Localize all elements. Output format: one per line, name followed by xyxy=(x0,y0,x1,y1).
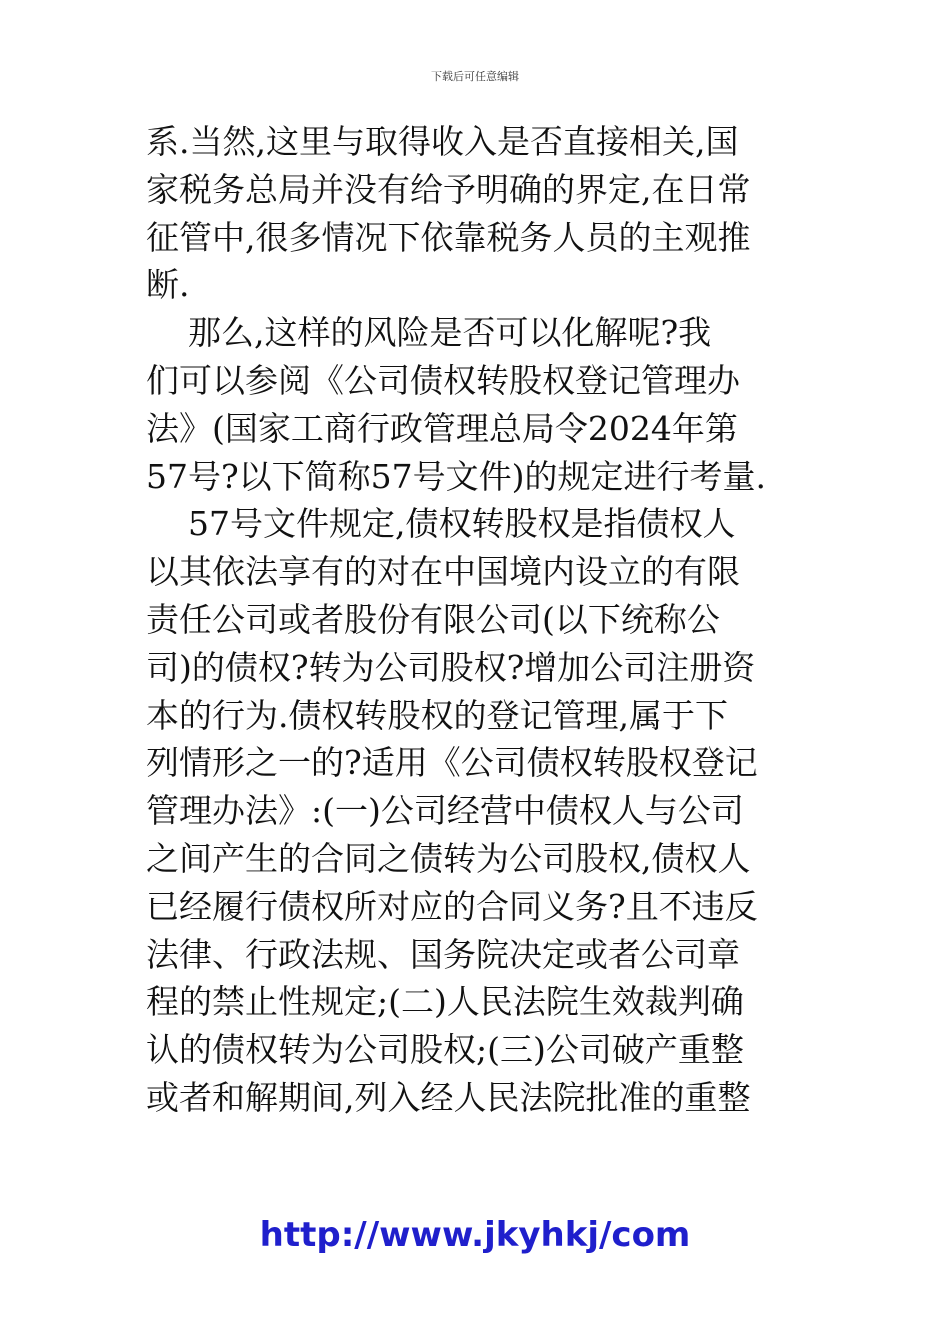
document-body xyxy=(146,118,806,1122)
body-line: 已经履行债权所对应的合同义务?且不违反 xyxy=(146,886,758,926)
body-line: 断. xyxy=(146,265,190,305)
body-line: 责任公司或者股份有限公司(以下统称公 xyxy=(146,599,720,639)
body-line: 征管中,很多情况下依靠税务人员的主观推 xyxy=(146,217,751,257)
body-line: 之间产生的合同之债转为公司股权,债权人 xyxy=(146,838,751,878)
body-line: 列情形之一的?适用《公司债权转股权登记 xyxy=(146,743,758,783)
body-line: 认的债权转为公司股权;(三)公司破产重整 xyxy=(146,1030,744,1070)
body-line: 本的行为.债权转股权的登记管理,属于下 xyxy=(146,695,728,735)
body-line: 那么,这样的风险是否可以化解呢?我 xyxy=(146,313,712,353)
footer-website-link[interactable]: http://www.jkyhkj/com xyxy=(259,1215,691,1255)
body-line: 程的禁止性规定;(二)人民法院生效裁判确 xyxy=(146,982,744,1022)
body-line: 以其依法享有的对在中国境内设立的有限 xyxy=(146,552,740,592)
body-line: 们可以参阅《公司债权转股权登记管理办 xyxy=(146,360,740,400)
page-header-note: 下载后可任意编辑 xyxy=(431,70,519,83)
body-line: 司)的债权?转为公司股权?增加公司注册资 xyxy=(146,647,756,687)
body-line: 或者和解期间,列入经人民法院批准的重整 xyxy=(146,1077,751,1117)
body-line: 家税务总局并没有给予明确的界定,在日常 xyxy=(146,169,751,209)
body-line: 法》(国家工商行政管理总局令2024年第 xyxy=(146,408,738,448)
body-line: 系.当然,这里与取得收入是否直接相关,国 xyxy=(146,122,739,161)
body-line: 57号文件规定,债权转股权是指债权人 xyxy=(146,504,736,544)
body-line: 法律、行政法规、国务院决定或者公司章 xyxy=(146,934,740,974)
body-line: 57号?以下简称57号文件)的规定进行考量. xyxy=(146,456,767,496)
body-line: 管理办法》:(一)公司经营中债权人与公司 xyxy=(146,791,744,831)
